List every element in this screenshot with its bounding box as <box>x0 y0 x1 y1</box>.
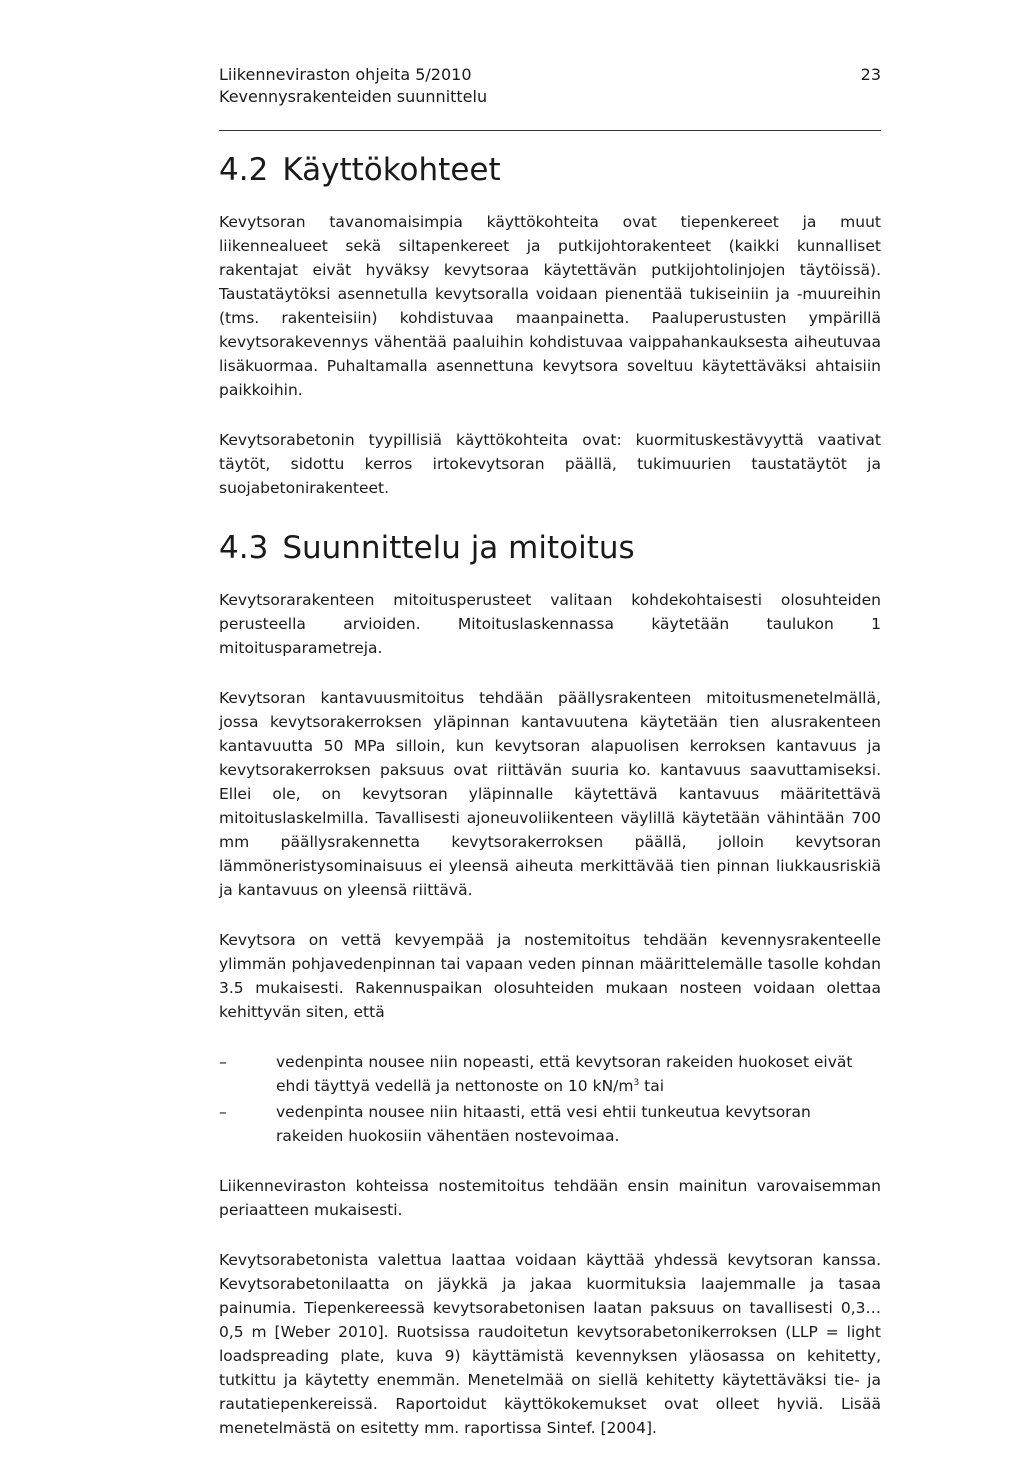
paragraph: Kevytsorabetonista valettua laattaa voidaan käyttää yhdessä kevytsoran kanssa. Kevytsorabetonilaatta on jäykkä ja jakaa kuormituksia laajemmalle ja tasaa painumia. Tiepenkereessä kevytsorabetonisen laatan paksuus on tavallisesti 0,3…0,5 m [Weber 2010]. Ruotsissa raudoitetun kevytsorabetonikerroksen (LLP = light loadspreading plate, kuva 9) käyttämistä kevennyksen yläosassa on kehitetty, tutkittu ja käytetty enemmän. Menetelmää on siellä kehitetty käytettäväksi tie- ja rautatiepenkereissä. Raportoidut käyttökokemukset ovat olleet hyviä. Lisää menetelmästä on esitetty mm. raportissa Sintef. [2004]. <box>219 1251 881 1437</box>
page-number: 23 <box>860 65 881 84</box>
paragraph: Kevytsorarakenteen mitoitusperusteet valitaan kohdekohtaisesti olosuhteiden perusteella arvioiden. Mitoituslaskennassa käytetään taulukon 1 mitoitusparametreja. <box>219 591 881 657</box>
list-item-text: vedenpinta nousee niin hitaasti, että vesi ehtii tunkeutua kevytsoran rakeiden huokosiin vähentäen nostevoimaa. <box>276 1103 811 1145</box>
list-item-text: vedenpinta nousee niin nopeasti, että kevytsoran rakeiden huokoset eivät ehdi täyttyä vedellä ja nettonoste on 10 kN/m <box>276 1053 853 1095</box>
paragraph: Kevytsoran kantavuusmitoitus tehdään päällysrakenteen mitoitusmenetelmällä, jossa kevytsorakerroksen yläpinnan kantavuutena käytetään tien alusrakenteen kantavuutta 50 MPa silloin, kun kevytsoran alapuolisen kerroksen kantavuus ja kevytsorakerroksen paksuus ovat riittävän suuria ko. kantavuus saavuttamiseksi. Ellei ole, on kevytsoran yläpinnalle käytettävä kantavuus määritettävä mitoituslaskelmilla. Tavallisesti ajoneuvoliikenteen väylillä käytetään vähintään 700 mm päällysrakennetta kevytsorakerroksen päällä, jolloin kevytsoran lämmöneristysominaisuus ei yleensä aiheuta merkittävää tien pinnan liukkausriskiä ja kantavuus on yleensä riittävä. <box>219 689 881 899</box>
paragraph: Kevytsorabetonin tyypillisiä käyttökohteita ovat: kuormituskestävyyttä vaativat täytöt, sidottu kerros irtokevytsoran päällä, tukimuurien taustatäytöt ja suojabetonirakenteet. <box>219 431 881 497</box>
section-title: Suunnittelu ja mitoitus <box>282 530 635 566</box>
section-heading-4-2 <box>219 150 881 190</box>
list-item <box>219 1050 881 1098</box>
paragraph: Liikenneviraston kohteissa nostemitoitus tehdään ensin mainitun varovaisemman periaatteen mukaisesti. <box>219 1177 881 1219</box>
publication-title: Liikenneviraston ohjeita 5/2010 <box>219 65 472 84</box>
page-content <box>219 150 881 1466</box>
document-subtitle: Kevennysrakenteiden suunnittelu <box>219 87 488 106</box>
section-number: 4.2 <box>219 152 269 188</box>
list-item-text-tail: tai <box>639 1077 665 1095</box>
paragraph: Kevytsoran tavanomaisimpia käyttökohteita ovat tiepenkereet ja muut liikennealueet sekä siltapenkereet ja putkijohtorakenteet (kaikki kunnalliset rakentajat eivät hyväksy kevytsoraa käytettävän putkijohtolinjojen täytöissä). Taustatäytöksi asennetulla kevytsoralla voidaan pienentää tukiseiniin ja -muureihin (tms. rakenteisiin) kohdistuvaa maanpainetta. Paaluperustusten ympärillä kevytsorakevennys vähentää paaluihin kohdistuvaa vaippahankauksesta aiheutuvaa lisäkuormaa. Puhaltamalla asennettuna kevytsora soveltuu käytettäväksi ahtaisiin paikkoihin. <box>219 213 881 399</box>
section-number: 4.3 <box>219 530 269 566</box>
list-marker: – <box>219 1053 227 1071</box>
page-header <box>219 64 881 131</box>
list-marker: – <box>219 1103 227 1121</box>
list-item <box>219 1100 881 1148</box>
paragraph: Kevytsora on vettä kevyempää ja nostemitoitus tehdään kevennysrakenteelle ylimmän pohjavedenpinnan tai vapaan veden pinnan määrittelemälle tasolle kohdan 3.5 mukaisesti. Rakennuspaikan olosuhteiden mukaan nosteen voidaan olettaa kehittyvän siten, että <box>219 931 881 1021</box>
dash-list <box>219 1050 881 1148</box>
superscript: 3 <box>633 1077 640 1088</box>
section-heading-4-3 <box>219 528 881 568</box>
section-title: Käyttökohteet <box>282 152 501 188</box>
